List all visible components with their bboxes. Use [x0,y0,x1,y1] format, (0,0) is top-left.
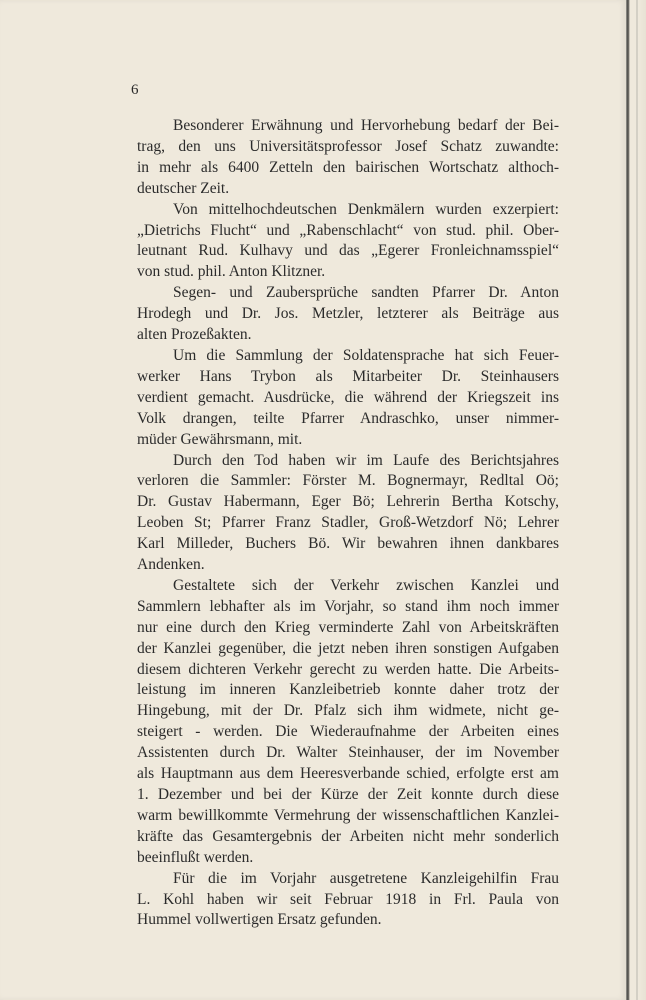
text-line: von stud. phil. Anton Klitzner. [137,263,326,281]
page-number: 6 [131,82,139,98]
text-line: leutnant Rud. Kulhavy und das „Egerer Fronleichnamsspiel“ [137,242,559,260]
text-line: deutscher Zeit. [137,179,230,197]
page-edge [626,0,646,1000]
text-line: müder Gewährsmann, mit. [137,430,303,448]
text-line: Hingebung, mit der Dr. Pfalz sich ihm widmete, nicht ge- [137,702,559,720]
text-line: der Kanzlei gegenüber, die jetzt neben ihren sonstigen Aufgaben [137,639,559,657]
text-line: nur eine durch den Krieg verminderte Zahl von Arbeitskräften [137,618,559,636]
body-text [137,116,559,931]
text-line: beeinflußt werden. [137,848,254,866]
text-line: Dr. Gustav Habermann, Eger Bö; Lehrerin Bertha Kotschy, [137,493,559,511]
text-line: Andenken. [137,556,205,574]
text-line: Von mittelhochdeutschen Denkmälern wurden exzerpiert: [173,200,559,218]
text-line: steigert - werden. Die Wiederaufnahme der Arbeiten eines [137,723,559,741]
text-line: werker Hans Trybon als Mitarbeiter Dr. Steinhausers [137,367,559,385]
text-line: Besonderer Erwähnung und Hervorhebung bedarf der Bei- [173,117,559,134]
text-line: L. Kohl haben wir seit Februar 1918 in Frl. Paula von [137,890,559,908]
text-line: trag, den uns Universitätsprofessor Josef Schatz zuwandte: [137,137,559,155]
text-line: Durch den Tod haben wir im Laufe des Berichtsjahres [173,451,559,469]
text-line: alten Prozeßakten. [137,326,252,344]
text-line: Gestaltete sich der Verkehr zwischen Kanzlei und [173,576,559,594]
text-line: in mehr als 6400 Zetteln den bairischen Wortschatz althoch- [137,158,559,176]
text-line: Karl Milleder, Buchers Bö. Wir bewahren ihnen dankbares [137,535,559,553]
text-line: Um die Sammlung der Soldatensprache hat sich Feuer- [173,346,559,364]
text-line: Leoben St; Pfarrer Franz Stadler, Groß-Wetzdorf Nö; Lehrer [137,514,559,532]
text-line: verdient gemacht. Ausdrücke, die während der Kriegszeit ins [137,388,559,406]
text-line: Segen- und Zaubersprüche sandten Pfarrer Dr. Anton [173,284,559,302]
text-line: Volk drangen, teilte Pfarrer Andraschko, unser nimmer- [137,409,559,427]
text-line: Sammlern lebhafter als im Vorjahr, so stand ihm noch immer [137,597,559,615]
text-line: warm bewillkommte Vermehrung der wissenschaftlichen Kanzlei- [137,806,559,824]
text-line: als Hauptmann aus dem Heeresverbande schied, erfolgte erst am [137,765,559,783]
text-line: Hummel vollwertigen Ersatz gefunden. [137,911,382,929]
text-line: kräfte das Gesamtergebnis der Arbeiten nicht mehr sonderlich [137,827,559,845]
text-line: Für die im Vorjahr ausgetretene Kanzleigehilfin Frau [173,869,559,887]
text-line: verloren die Sammler: Förster M. Bognermayr, Redltal Oö; [137,472,559,490]
text-line: Hrodegh und Dr. Jos. Metzler, letzterer als Beiträge aus [137,305,559,323]
text-line: Assistenten durch Dr. Walter Steinhauser, der im November [137,744,559,762]
text-line: leistung im inneren Kanzleibetrieb konnte daher trotz der [137,681,559,699]
text-line: 1. Dezember und bei der Kürze der Zeit konnte durch diese [137,786,559,803]
text-line: diesem dichteren Verkehr gerecht zu werden hatte. Die Arbeits- [137,660,559,678]
text-line: „Dietrichs Flucht“ und „Rabenschlacht“ von stud. phil. Ober- [137,221,559,239]
